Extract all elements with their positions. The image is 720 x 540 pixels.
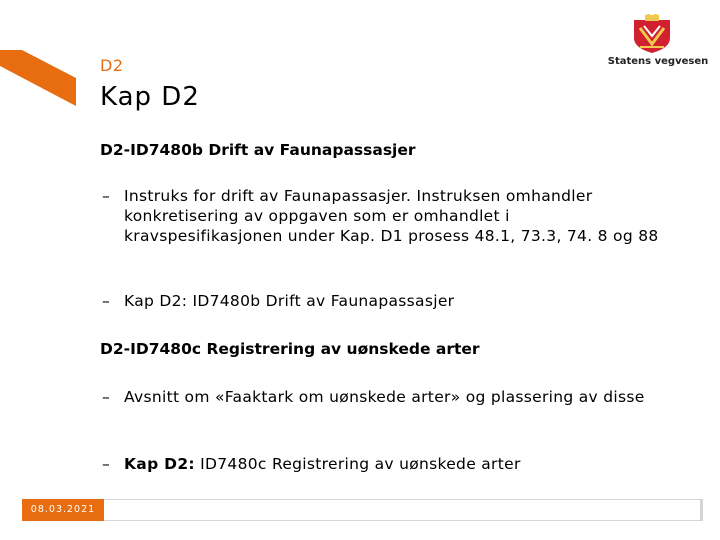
statens-vegvesen-logo [600,14,710,74]
page-title: Kap D2 [100,82,200,112]
list-item [102,186,662,246]
list-item [102,291,662,311]
statens-vegvesen-emblem-icon [630,14,674,54]
bullet-bold-prefix: Kap D2: [124,455,195,473]
bullet-text: ID7480c Registrering av uønskede arter [194,455,521,473]
section-label: D2 [100,56,124,75]
list-item [102,387,662,407]
section-heading-id7480c: D2-ID7480c Registrering av uønskede arter [100,340,480,358]
footer-bar [104,499,700,521]
bullet-text: Kap D2: ID7480b Drift av Faunapassasjer [124,292,455,310]
footer-edge [700,499,703,521]
bullet-dash: – [102,187,111,205]
list-item [102,454,662,474]
logo-text: Statens vegvesen [607,56,709,67]
section-heading-id7480b: D2-ID7480b Drift av Faunapassasjer [100,141,416,159]
footer-date: 08.03.2021 [22,499,104,521]
bullet-dash: – [102,455,111,473]
bullet-dash: – [102,388,111,406]
bullet-dash: – [102,292,111,310]
bullet-text: Instruks for drift av Faunapassasjer. Instruksen omhandler konkretisering av oppgaven som er omhandlet i kravspesifikasjonen under Kap. D1 prosess 48.1, 73.3, 74. 8 og 88 [124,187,659,245]
accent-chevron-shape [0,50,76,106]
bullet-text: Avsnitt om «Faaktark om uønskede arter» og plassering av disse [124,388,645,406]
bullet-text-wrapper [124,454,662,474]
